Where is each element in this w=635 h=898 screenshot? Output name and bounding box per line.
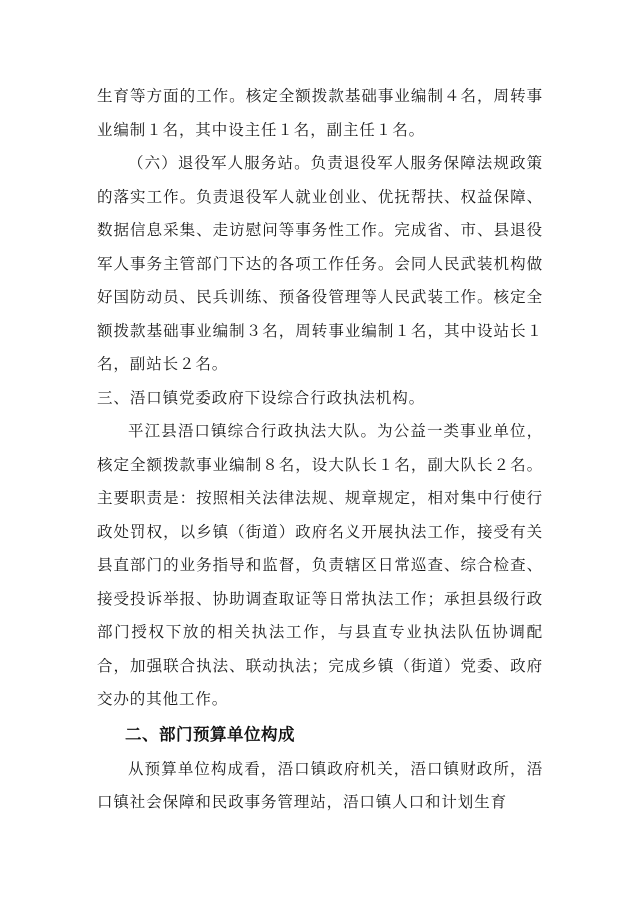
paragraph-item-three: 三、浯口镇党委政府下设综合行政执法机构。 xyxy=(97,388,426,407)
paragraph-veterans-service-station: （六）退役军人服务站。负责退役军人服务保障法规政策的落实工作。负责退役军人就业创业、优抚帮扶、权益保障、数据信息采集、走访慰问等事务性工作。完成省、市、县退役军人事务主管部门下达的各项工作任务。会同人民武装机构做好国防动员、民兵训练、预备役管理等人民武装工作。核定全额拨款基础事业编制３名，周转事业编制１名，其中设站长１名，副站长２名。 xyxy=(97,154,543,373)
paragraph-continuation: 生育等方面的工作。核定全额拨款基础事业编制４名，周转事业编制１名，其中设主任１名，副主任１名。 xyxy=(97,87,543,139)
section-heading: 二、部门预算单位构成 xyxy=(125,724,296,744)
document-body xyxy=(97,80,543,820)
paragraph-budget-units: 从预算单位构成看，浯口镇政府机关，浯口镇财政所，浯口镇社会保障和民政事务管理站，浯口镇人口和计划生育 xyxy=(97,759,543,811)
paragraph-law-enforcement-brigade: 平江县浯口镇综合行政执法大队。为公益一类事业单位，核定全额拨款事业编制８名，设大队长１名，副大队长２名。主要职责是：按照相关法律法规、规章规定，相对集中行使行政处罚权，以乡镇（街道）政府名义开展执法工作，接受有关县直部门的业务指导和监督，负责辖区日常巡查、综合检查、接受投诉举报、协助调查取证等日常执法工作；承担县级行政部门授权下放的相关执法工作，与县直专业执法队伍协调配合，加强联合执法、联动执法；完成乡镇（街道）党委、政府交办的其他工作。 xyxy=(97,422,543,708)
